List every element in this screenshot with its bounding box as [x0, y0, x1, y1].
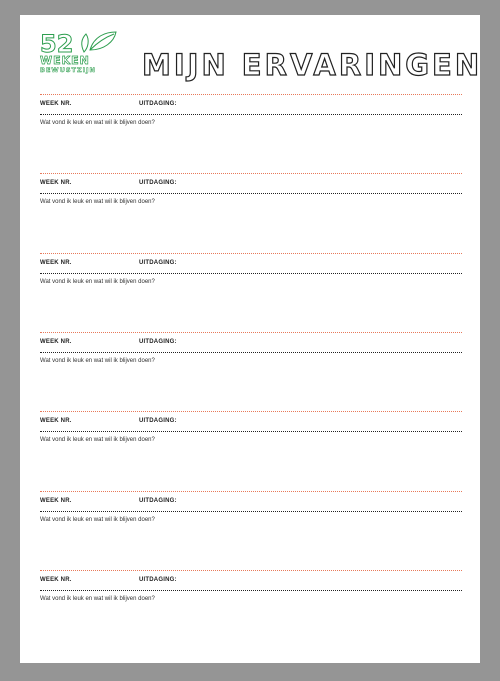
reflection-question: Wat vond ik leuk en wat wil ik blijven doen? — [40, 279, 155, 285]
week-number-label: WEEK NR. — [40, 101, 72, 107]
write-line[interactable] — [40, 352, 462, 353]
entry-block — [40, 332, 462, 372]
reflection-question: Wat vond ik leuk en wat wil ik blijven doen? — [40, 358, 155, 364]
reflection-question: Wat vond ik leuk en wat wil ik blijven doen? — [40, 437, 155, 443]
entry-block — [40, 253, 462, 293]
divider-orange — [40, 94, 462, 95]
divider-orange — [40, 491, 462, 492]
week-number-label: WEEK NR. — [40, 339, 72, 345]
page-title: MIJN ERVARINGEN — [142, 48, 483, 82]
challenge-label: UITDAGING: — [139, 101, 177, 107]
reflection-question: Wat vond ik leuk en wat wil ik blijven doen? — [40, 517, 155, 523]
write-line[interactable] — [40, 511, 462, 512]
reflection-question: Wat vond ik leuk en wat wil ik blijven doen? — [40, 120, 155, 126]
reflection-question: Wat vond ik leuk en wat wil ik blijven doen? — [40, 596, 155, 602]
write-line[interactable] — [40, 590, 462, 591]
week-number-label: WEEK NR. — [40, 418, 72, 424]
challenge-label: UITDAGING: — [139, 180, 177, 186]
divider-orange — [40, 332, 462, 333]
reflection-question: Wat vond ik leuk en wat wil ik blijven doen? — [40, 199, 155, 205]
challenge-label: UITDAGING: — [139, 498, 177, 504]
write-line[interactable] — [40, 273, 462, 274]
divider-orange — [40, 253, 462, 254]
week-number-label: WEEK NR. — [40, 577, 72, 583]
logo-word: WEKEN — [40, 54, 90, 67]
entry-block — [40, 94, 462, 134]
logo-subword: BEWUSTZIJN — [40, 66, 96, 74]
challenge-label: UITDAGING: — [139, 418, 177, 424]
divider-orange — [40, 570, 462, 571]
logo — [38, 28, 122, 74]
entry-block — [40, 491, 462, 531]
week-number-label: WEEK NR. — [40, 498, 72, 504]
week-number-label: WEEK NR. — [40, 260, 72, 266]
challenge-label: UITDAGING: — [139, 260, 177, 266]
leaf-small-icon — [82, 34, 88, 52]
entry-block — [40, 173, 462, 213]
divider-orange — [40, 173, 462, 174]
challenge-label: UITDAGING: — [139, 577, 177, 583]
entry-block — [40, 411, 462, 451]
write-line[interactable] — [40, 114, 462, 115]
write-line[interactable] — [40, 431, 462, 432]
entry-block — [40, 570, 462, 610]
divider-orange — [40, 411, 462, 412]
week-number-label: WEEK NR. — [40, 180, 72, 186]
logo-number: 52 — [40, 30, 74, 58]
challenge-label: UITDAGING: — [139, 339, 177, 345]
write-line[interactable] — [40, 193, 462, 194]
worksheet-page — [20, 15, 483, 663]
